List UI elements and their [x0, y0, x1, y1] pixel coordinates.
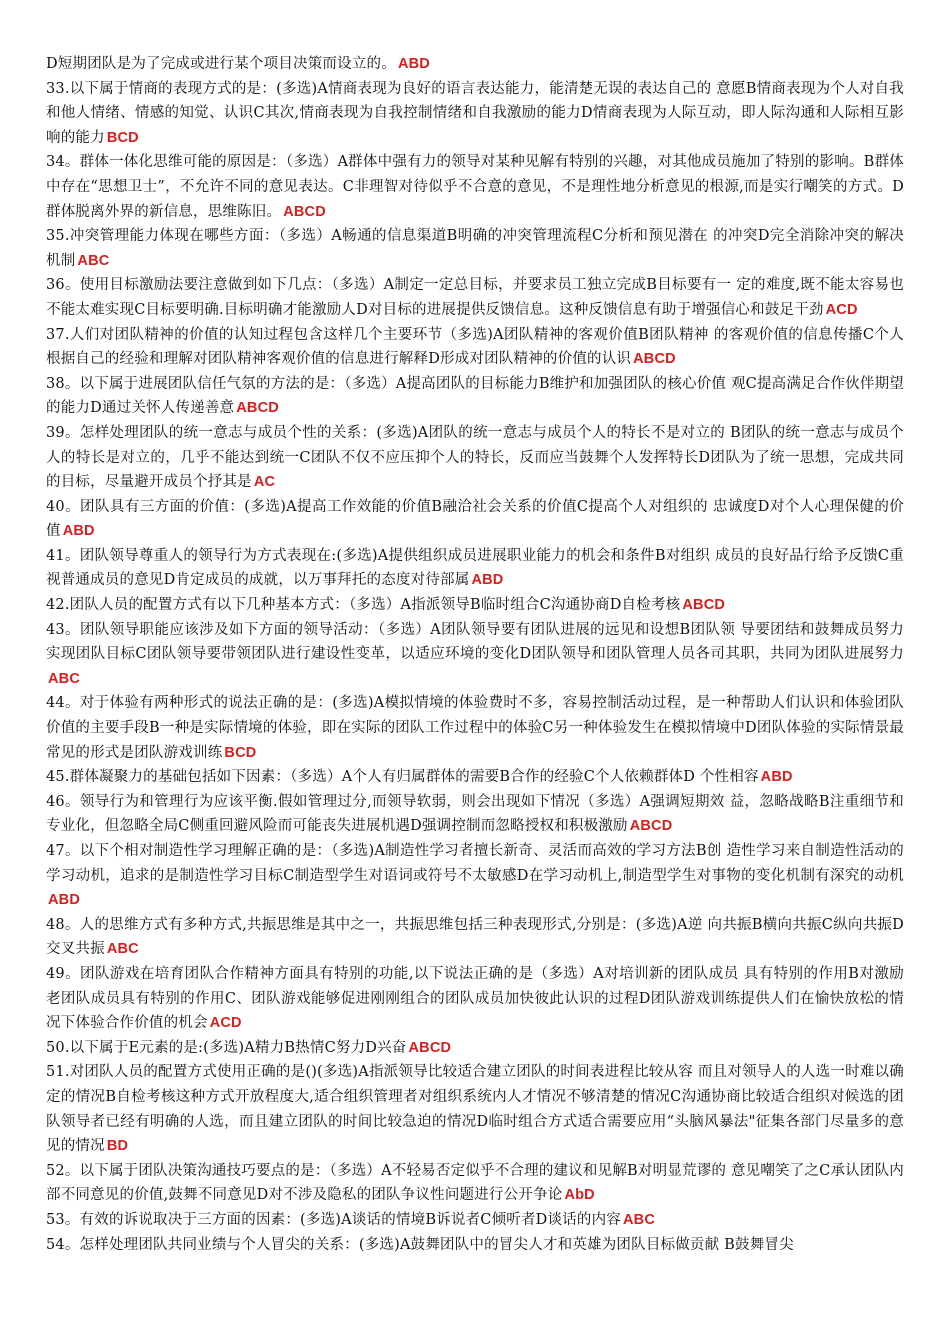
question-paragraph [46, 421, 904, 495]
answer-key: BCD [224, 744, 257, 761]
answer-key: ABC [77, 252, 110, 269]
question-text: 53。有效的诉说取决于三方面的因素：(多选)A谈话的情境B诉说者C倾听者D谈话的内容 [46, 1211, 622, 1228]
question-paragraph [46, 839, 904, 913]
question-paragraph [46, 790, 904, 839]
question-text: 46。领导行为和管理行为应该平衡.假如管理过分,而领导软弱，则会出现如下情况（多选）A强调短期效 益，忽略战略B注重细节和专业化，但忽略全局C侧重回避风险而可能丧失进展机遇D强调控制而忽略授权和积极激励 [46, 793, 904, 835]
question-paragraph [46, 1159, 904, 1208]
answer-key: ABD [760, 769, 793, 786]
question-text: 37.人们对团队精神的价值的认知过程包含这样几个主要环节（多选)A团队精神的客观价值B团队精神 的客观价值的信息传播C个人根据自己的经验和理解对团队精神客观价值的信息进行解释D形成对团队精神的价值的认识 [46, 326, 904, 368]
question-paragraph [46, 962, 904, 1036]
answer-key: ABD [48, 892, 81, 909]
answer-key: ABCD [408, 1039, 452, 1056]
question-paragraph [46, 224, 904, 273]
answer-key: ABCD [629, 818, 673, 835]
question-text: 52。以下属于团队决策沟通技巧要点的是：（多选）A不轻易否定似乎不合理的建议和见解B对明显荒谬的 意见嘲笑了之C承认团队内部不同意见的价值,鼓舞不同意见D对不涉及隐私的团队争议性问题进行公开争论 [46, 1162, 904, 1204]
question-paragraph [46, 765, 904, 790]
question-text: 44。对于体验有两种形式的说法正确的是：(多选)A模拟情境的体验费时不多，容易控制活动过程，是一种帮助人们认识和体验团队价值的主要手段B一种是实际情境的体验，即在实际的团队工作过程中的体验C另一种体验发生在模拟情境中D团队体验的实际情景最常见的形式是团队游戏训练 [46, 695, 904, 761]
question-paragraph [46, 1060, 904, 1158]
answer-key: AbD [564, 1187, 595, 1204]
question-text: 48。人的思维方式有多种方式,共振思维是其中之一，共振思维包括三种表现形式,分别是：(多选)A逆 向共振B横向共振C纵向共振D交叉共振 [46, 916, 904, 958]
question-text: D短期团队是为了完成或进行某个项目决策而设立的。 [46, 56, 396, 72]
question-text: 45.群体凝聚力的基础包括如下因素：（多选）A个人有归属群体的需要B合作的经验C个人依赖群体D 个性相容 [46, 769, 759, 786]
question-text: 47。以下个相对制造性学习理解正确的是：（多选)A制造性学习者擅长新奇、灵活而高效的学习方法B创 造性学习来自制造性活动的学习动机，追求的是制造性学习目标C制造型学生对语词或符号不太敏感D在学习动机上,制造型学生对事物的变化机制有深究的动机 [46, 843, 904, 884]
question-paragraph [46, 150, 904, 224]
question-paragraph [46, 593, 904, 618]
question-text: 34。群体一体化思维可能的原因是：（多选）A群体中强有力的领导对某种见解有特别的兴趣，对其他成员施加了特别的影响。B群体中存在“思想卫士”，不允许不同的意见表达。C非理智对待似乎不合意的意见，不是理性地分析意见的根源,而是实行嘲笑的方式。D群体脱离外界的新信息，思维陈旧。 [46, 154, 904, 220]
question-paragraph [46, 372, 904, 421]
question-text: 35.冲突管理能力体现在哪些方面：（多选）A畅通的信息渠道B明确的冲突管理流程C分析和预见潜在 的冲突D完全消除冲突的解决机制 [46, 228, 904, 269]
question-paragraph [46, 1208, 904, 1233]
question-text: 50.以下属于E元素的是:(多选)A精力B热情C努力D兴奋 [46, 1039, 407, 1056]
answer-key: BD [106, 1138, 129, 1155]
question-text: 38。以下属于进展团队信任气氛的方法的是：（多选）A提高团队的目标能力B维护和加强团队的核心价值 观C提高满足合作伙伴期望的能力D通过关怀人传递善意 [46, 375, 904, 417]
answer-key: ABC [623, 1211, 656, 1228]
answer-key: ACD [209, 1015, 242, 1032]
question-paragraph [46, 544, 904, 593]
question-paragraph [46, 273, 904, 322]
question-paragraph [46, 323, 904, 372]
question-text: 54。怎样处理团队共同业绩与个人冒尖的关系：(多选)A鼓舞团队中的冒尖人才和英雄为团队目标做贡献 B鼓舞冒尖 [46, 1236, 794, 1253]
answer-key: ACD [825, 301, 858, 318]
answer-key: BCD [106, 129, 139, 146]
question-text: 42.团队人员的配置方式有以下几种基本方式：（多选）A指派领导B临时组合C沟通协商D自检考核 [46, 597, 681, 614]
answer-key: AC [253, 474, 276, 491]
question-paragraph [46, 52, 904, 77]
question-text: 51.对团队人员的配置方式使用正确的是()(多选)A指派领导比较适合建立团队的时间表进程比较从容 而且对领导人的人选一时难以确定的情况B自检考核这种方式开放程度大,适合组织管理者对组织系统内人才情况不够清楚的情况C沟通协商比较适合组织对候选的团队领导者已经有明确的人选，而且建立团队的时间比较急迫的情况D临时组合方式适合需要应用“头脑风暴法"征集各部门尽量多的意见的情况 [46, 1064, 904, 1155]
question-text: 43。团队领导职能应该涉及如下方面的领导活动：（多选）A团队领导要有团队进展的远见和设想B团队领 导要团结和鼓舞成员努力实现团队目标C团队领导要带领团队进行建设性变革，以适应环境的变化D团队领导和团队管理人员各司其职，共同为团队进展努力 [46, 621, 904, 663]
answer-key: ABD [471, 572, 504, 589]
question-text: 49。团队游戏在培育团队合作精神方面具有特别的功能,以下说法正确的是（多选）A对培训新的团队成员 具有特别的作用B对激励老团队成员具有特别的作用C、团队游戏能够促进刚刚组合的团队成员加快彼此认识的过程D团队游戏训练提供人们在愉快放松的情况下体验合作价值的机会 [46, 965, 904, 1032]
question-text: 40。团队具有三方面的价值：(多选)A提高工作效能的价值B融洽社会关系的价值C提高个人对组织的 忠诚度D对个人心理保健的价值 [46, 498, 904, 540]
question-paragraph [46, 913, 904, 962]
answer-key: ABCD [236, 400, 279, 417]
answer-key: ABC [48, 670, 81, 687]
answer-key: ABCD [633, 351, 676, 368]
question-paragraph [46, 1233, 904, 1258]
answer-key: ABCD [682, 597, 726, 614]
question-paragraph [46, 77, 904, 151]
question-paragraph [46, 495, 904, 544]
question-text: 33.以下属于情商的表现方式的是：(多选)A情商表现为良好的语言表达能力，能清楚无误的表达自己的 意愿B情商表现为个人对自我和他人情绪、情感的知觉、认识C其次,情商表现为自我控制情绪和自我激励的能力D情商表现为人际互动，即人际沟通和人际相互影响的能力 [46, 80, 904, 146]
answer-key: ABD [62, 523, 95, 540]
answer-key: ABCD [283, 203, 326, 220]
question-paragraph [46, 618, 904, 692]
question-text: 39。怎样处理团队的统一意志与成员个性的关系：(多选)A团队的统一意志与成员个人的特长不是对立的 B团队的统一意志与成员个人的特长是对立的，几乎不能达到统一C团队不仅不应压抑个人的特长，反而应当鼓舞个人发挥特长D团队为了统一思想，完成共同的目标，尽量避开成员个抒其是 [46, 424, 904, 491]
question-text: 41。团队领导尊重人的领导行为方式表现在:(多选)A提供组织成员进展职业能力的机会和条件B对组织 成员的良好品行给予反馈C重视普通成员的意见D肯定成员的成就，以万事拜托的态度对待部属 [46, 547, 904, 589]
question-paragraph [46, 691, 904, 765]
question-text: 36。使用目标激励法要注意做到如下几点：（多选）A制定一定总目标，并要求员工独立完成B目标要有一 定的难度,既不能太容易也不能太难实现C目标要明确.目标明确才能激励人D对目标的进展提供反馈信息。这种反馈信息有助于增强信心和鼓足干劲 [46, 277, 904, 318]
answer-key: ABD [397, 56, 430, 72]
answer-key: ABC [106, 941, 139, 958]
question-paragraph [46, 1036, 904, 1061]
